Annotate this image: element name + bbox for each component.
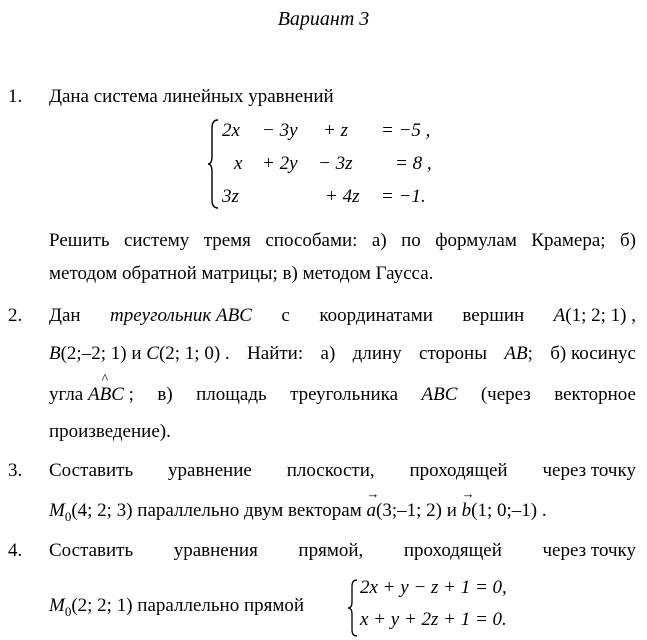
problem-2-line-3: угла A^ BC ; в) площадь треугольника ABC (через векторное — [49, 384, 636, 406]
problem-2-line-4: произведение). — [49, 421, 171, 442]
system-4-brace — [347, 578, 359, 638]
problem-4-number: 4. — [8, 540, 23, 561]
problem-4-line-1: Составить уравнения прямой, проходящей через точку — [49, 540, 636, 561]
sys1-r2-c1: x — [234, 153, 243, 174]
problem-2-number: 2. — [8, 305, 23, 326]
problem-1-task-line-1: Решить систему тремя способами: а) по формулам Крамера; б) — [49, 230, 636, 251]
sys1-r2-c2: + 2y — [262, 153, 298, 174]
problem-1-intro: Дана система линейных уравнений — [49, 86, 334, 107]
sys1-r2-c4: = 8 , — [395, 153, 432, 174]
sys1-r1-c4: = −5 , — [381, 120, 431, 141]
sys1-r2-c3: − 3z — [318, 153, 353, 174]
problem-3-number: 3. — [8, 460, 23, 481]
sys1-r3-c3: + 4z — [325, 186, 360, 207]
problem-3-line-2: $M_0(4$; 2; 3) параллельно двум векторам → a(3;–1; 2) и → b(1; 0;–1) . — [49, 500, 547, 525]
problem-2-line-2: B(2;–2; 1) и C(2; 1; 0) . Найти: а) длину стороны AB; б) косинус — [49, 343, 636, 364]
system-1-brace — [206, 118, 220, 210]
problem-2-line-1: Дан треугольник ABC с координатами вершин A(1; 2; 1) , — [49, 305, 636, 326]
sys1-r3-c4: = −1. — [381, 186, 426, 207]
sys1-r3-c1: 3z — [222, 186, 239, 207]
sys1-r1-c2: − 3y — [262, 120, 298, 141]
sys4-row-2: x + y + 2z + 1 = 0. — [360, 609, 507, 630]
sys1-r1-c1: 2x — [222, 120, 240, 141]
sys4-row-1: 2x + y − z + 1 = 0, — [360, 577, 507, 598]
sys1-r1-c3: + z — [323, 120, 348, 141]
problem-4-line-2: $M_0(2$; 2; 1) параллельно прямой — [49, 595, 305, 619]
problem-1-number: 1. — [8, 86, 23, 107]
problem-3-line-1: Составить уравнение плоскости, проходящей через точку — [49, 460, 636, 481]
variant-title: Вариант 3 — [277, 8, 370, 30]
problem-1-task-line-2: методом обратной матрицы; в) методом Гаусса. — [49, 263, 434, 284]
